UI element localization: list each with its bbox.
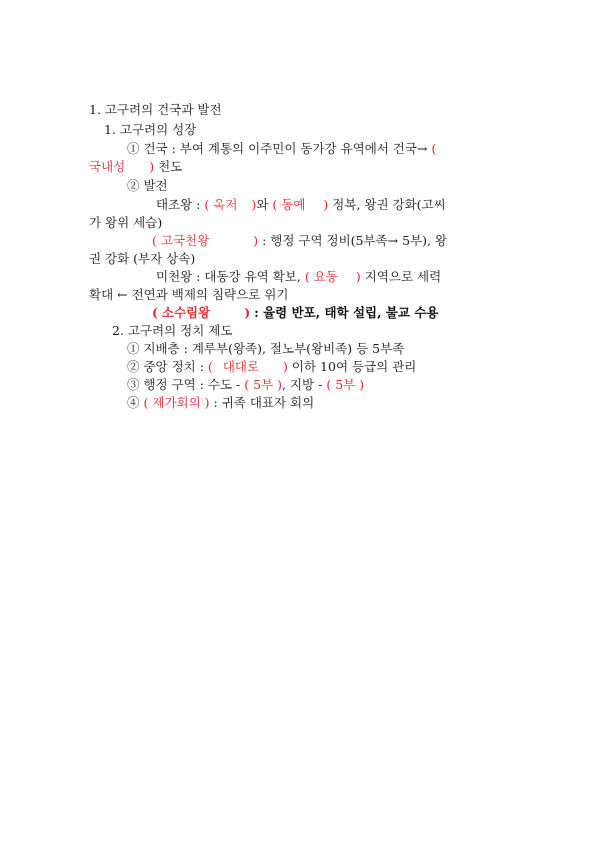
item-central-politics bbox=[127, 358, 416, 376]
item-council bbox=[127, 394, 314, 412]
answer-gungnaeseong: 국내성 bbox=[89, 159, 126, 174]
taejo-king: 태조왕 : bbox=[156, 197, 201, 212]
taejo-text-a: 정복, 왕권 강화(고씨 bbox=[332, 197, 446, 212]
taejo-line2: 가 왕위 세습) bbox=[89, 215, 163, 230]
gogukcheon-line2: 권 강화 (부자 상속) bbox=[89, 251, 196, 266]
answer-close-paren: ) bbox=[323, 197, 329, 212]
answer-5bu-local: 5부 bbox=[335, 377, 356, 392]
taejo-mid: 와 bbox=[256, 197, 269, 212]
item-founding-line2 bbox=[89, 158, 182, 176]
taejo-line1 bbox=[156, 196, 446, 214]
central-text-a: ② 중앙 정치 : bbox=[127, 359, 204, 374]
sosurim-line bbox=[152, 304, 438, 322]
relocation-text: 천도 bbox=[158, 159, 183, 174]
sosurim-text: : 율령 반포, 태학 설립, 불교 수용 bbox=[254, 305, 439, 320]
answer-open-paren: ( bbox=[272, 197, 278, 212]
answer-open-paren: ( bbox=[152, 233, 157, 248]
item-ruling-class: ① 지배층 : 계루부(왕족), 절노부(왕비족) 등 5부족 bbox=[127, 341, 405, 356]
answer-daedaero: 대대로 bbox=[222, 359, 260, 374]
answer-open-paren: ( bbox=[326, 377, 332, 392]
answer-jegahoeui: 제가회의 bbox=[152, 395, 201, 410]
council-text: : 귀족 대표자 회의 bbox=[213, 395, 315, 410]
answer-open-paren: ( bbox=[207, 359, 213, 374]
answer-close-paren: ) bbox=[253, 233, 259, 248]
micheon-line1 bbox=[156, 268, 441, 286]
central-text-b: 이하 10여 등급의 관리 bbox=[291, 359, 417, 374]
item-founding-line1 bbox=[127, 140, 436, 158]
document-title: 1. 고구려의 건국과 발전 bbox=[89, 102, 222, 117]
council-num: ④ bbox=[127, 395, 140, 410]
item-administrative bbox=[127, 376, 364, 394]
section2-heading: 2. 고구려의 정치 제도 bbox=[112, 323, 233, 338]
micheon-text-a: 미천왕 : 대동강 유역 확보, bbox=[156, 269, 301, 284]
answer-close-paren: ) bbox=[359, 377, 365, 392]
answer-okjeo: 옥저 bbox=[213, 197, 238, 212]
section1-heading: 1. 고구려의 성장 bbox=[104, 122, 197, 137]
answer-yodong: 요동 bbox=[313, 269, 338, 284]
answer-dongye: 동예 bbox=[281, 197, 306, 212]
answer-open-paren: ( bbox=[431, 141, 437, 156]
answer-close-paren: ) bbox=[244, 305, 251, 320]
answer-close-paren: ) bbox=[204, 395, 210, 410]
answer-open-paren: ( bbox=[143, 395, 149, 410]
answer-close-paren: ) bbox=[277, 377, 283, 392]
admin-text-b: , 지방 - bbox=[282, 377, 323, 392]
item-development-heading: ② 발전 bbox=[127, 178, 168, 193]
founding-text: ① 건국 : 부여 계통의 이주민이 동가강 유역에서 건국→ bbox=[127, 141, 428, 156]
answer-sosurim: 소수림왕 bbox=[161, 305, 211, 320]
answer-5bu-capital: 5부 bbox=[253, 377, 274, 392]
answer-gogukcheon: 고국천왕 bbox=[160, 233, 210, 248]
answer-close-paren: ) bbox=[355, 269, 361, 284]
answer-open-paren: ( bbox=[304, 269, 310, 284]
answer-close-paren: ) bbox=[283, 359, 288, 374]
answer-open-paren: ( bbox=[152, 305, 158, 320]
answer-open-paren: ( bbox=[244, 377, 250, 392]
gogukcheon-text-a: : 행정 구역 정비(5부족→ 5부), 왕 bbox=[262, 233, 447, 248]
answer-close-paren: ) bbox=[251, 197, 257, 212]
answer-open-paren: ( bbox=[204, 197, 210, 212]
micheon-text-b: 지역으로 세력 bbox=[364, 269, 442, 284]
answer-close-paren: ) bbox=[149, 159, 155, 174]
micheon-line2: 확대 ← 전연과 백제의 침략으로 위기 bbox=[89, 287, 289, 302]
gogukcheon-line1 bbox=[152, 232, 447, 250]
admin-text-a: ③ 행정 구역 : 수도 - bbox=[127, 377, 241, 392]
